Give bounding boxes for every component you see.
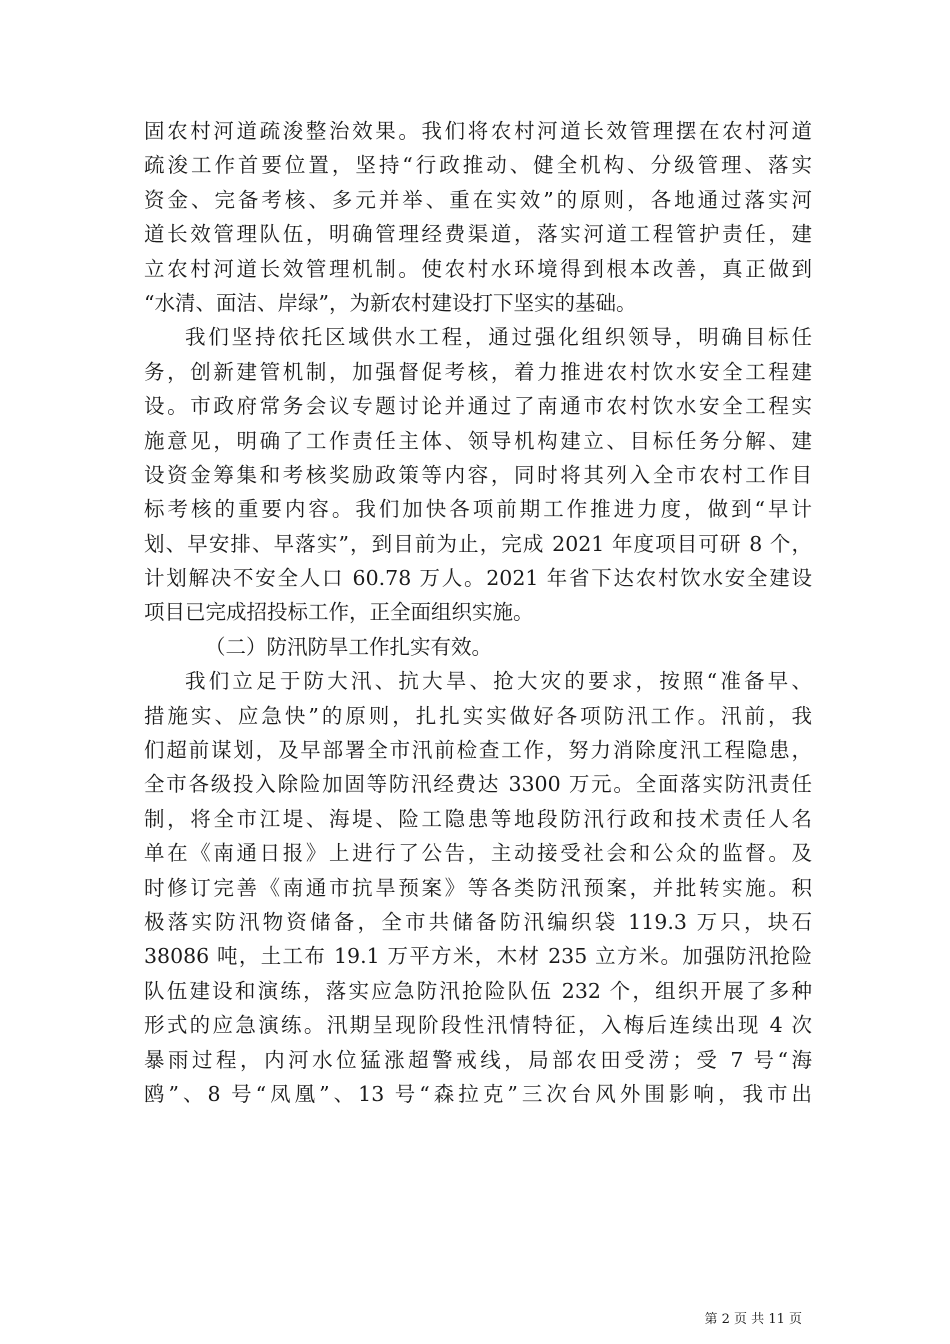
text-line: 计划解决不安全人口 60.78 万人。2021 年省下达农村饮水安全建设 bbox=[144, 566, 812, 591]
text-line: 固农村河道疏浚整治效果。我们将农村河道长效管理摆在农村河道 bbox=[144, 119, 812, 143]
document-body bbox=[144, 114, 812, 1111]
section-heading: （二）防汛防旱工作扎实有效。 bbox=[205, 634, 492, 659]
text-line: 疏浚工作首要位置，坚持“行政推动、健全机构、分级管理、落实 bbox=[144, 153, 812, 178]
page-number-footer: 第 2 页 共 11 页 bbox=[704, 1312, 802, 1327]
text-line: 全市各级投入除险加固等防汛经费达 3300 万元。全面落实防汛责任 bbox=[144, 772, 812, 797]
text-line: “水清、面洁、岸绿”，为新农村建设打下坚实的基础。 bbox=[144, 290, 637, 315]
text-line: 我们立足于防大汛、抗大旱、抢大灾的要求，按照“准备早、 bbox=[185, 669, 812, 694]
text-line: 制，将全市江堤、海堤、险工隐患等地段防汛行政和技术责任人名 bbox=[144, 806, 812, 831]
text-line: 项目已完成招投标工作，正全面组织实施。 bbox=[144, 600, 534, 625]
text-line: 队伍建设和演练，落实应急防汛抢险队伍 232 个，组织开展了多种 bbox=[144, 978, 812, 1003]
text-line: 资金、完备考核、多元并举、重在实效”的原则，各地通过落实河 bbox=[144, 187, 812, 212]
text-line: 极落实防汛物资储备，全市共储备防汛编织袋 119.3 万只，块石 bbox=[144, 909, 812, 934]
text-line: 立农村河道长效管理机制。使农村水环境得到根本改善，真正做到 bbox=[144, 256, 812, 281]
text-line: 单在《南通日报》上进行了公告，主动接受社会和公众的监督。及 bbox=[144, 841, 812, 866]
text-line: 暴雨过程，内河水位猛涨超警戒线，局部农田受涝；受 7 号“海 bbox=[144, 1047, 812, 1072]
text-line: 38086 吨，土工布 19.1 万平方米，木材 235 立方米。加强防汛抢险 bbox=[144, 944, 812, 969]
text-line: 时修订完善《南通市抗旱预案》等各类防汛预案，并批转实施。积 bbox=[144, 875, 812, 900]
text-line: 形式的应急演练。汛期呈现阶段性汛情特征，入梅后连续出现 4 次 bbox=[144, 1013, 812, 1038]
text-line: 设。市政府常务会议专题讨论并通过了南通市农村饮水安全工程实 bbox=[144, 394, 812, 419]
text-line: 设资金筹集和考核奖励政策等内容，同时将其列入全市农村工作目 bbox=[144, 462, 812, 487]
text-line: 标考核的重要内容。我们加快各项前期工作推进力度，做到“早计 bbox=[144, 497, 812, 522]
text-line: 们超前谋划，及早部署全市汛前检查工作，努力消除度汛工程隐患， bbox=[144, 738, 812, 763]
text-line: 务，创新建管机制，加强督促考核，着力推进农村饮水安全工程建 bbox=[144, 359, 812, 384]
text-line: 划、早安排、早落实”，到目前为止，完成 2021 年度项目可研 8 个， bbox=[144, 531, 812, 556]
text-line: 施意见，明确了工作责任主体、领导机构建立、目标任务分解、建 bbox=[144, 428, 812, 453]
text-line: 道长效管理队伍，明确管理经费渠道，落实河道工程管护责任，建 bbox=[144, 222, 812, 247]
text-line: 我们坚持依托区域供水工程，通过强化组织领导，明确目标任 bbox=[185, 325, 812, 350]
text-line: 鸥”、8 号“凤凰”、13 号“森拉克”三次台风外围影响，我市出 bbox=[144, 1081, 812, 1106]
text-line: 措施实、应急快”的原则，扎扎实实做好各项防汛工作。汛前，我 bbox=[144, 703, 812, 728]
